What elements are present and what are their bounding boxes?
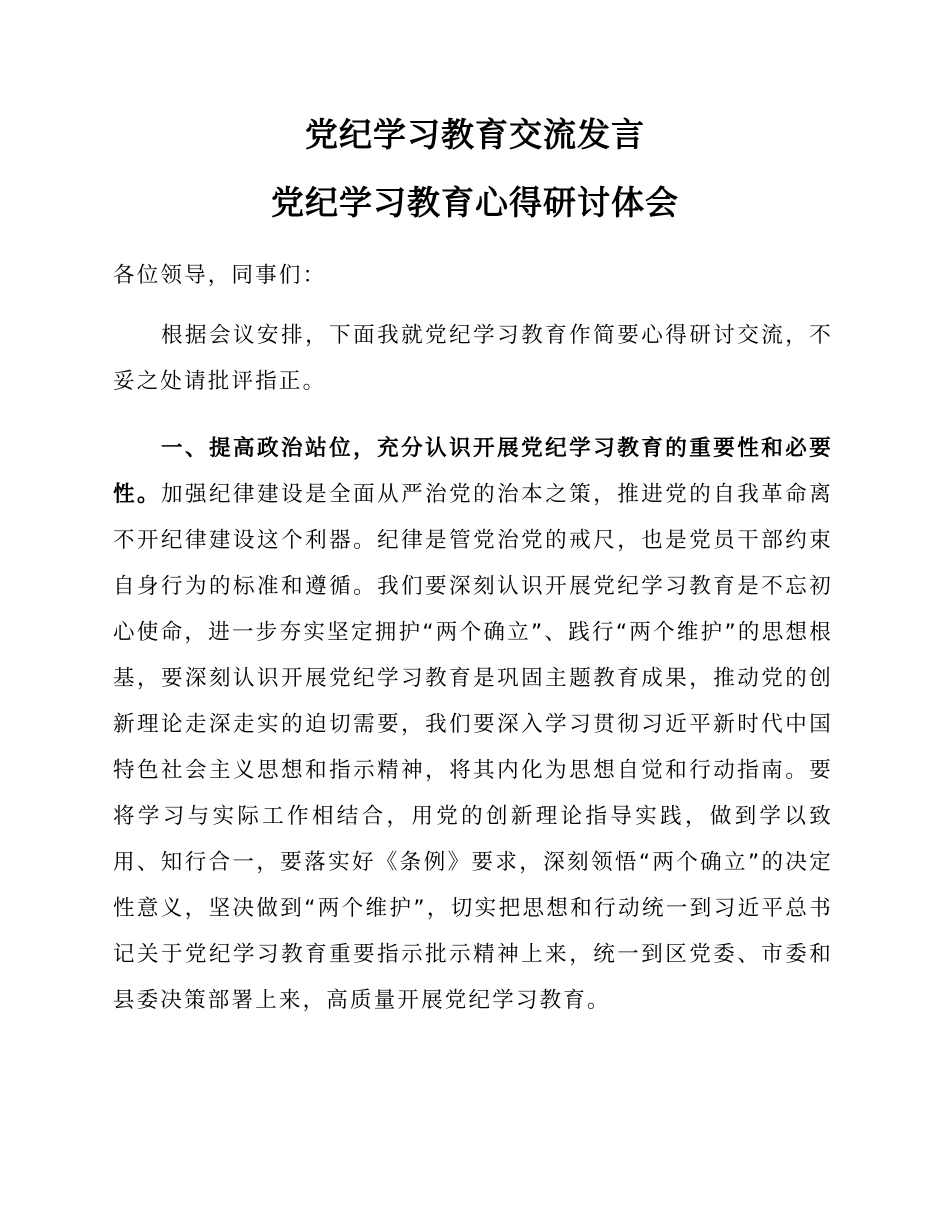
- section-1-heading: 一、提高政治站位，充分认识开展党纪学习教育的重要性和必要性。: [113, 436, 833, 507]
- section-1-body: 加强纪律建设是全面从严治党的治本之策，推进党的自我革命离不开纪律建设这个利器。纪律是管党治党的戒尺，也是党员干部约束自身行为的标准和遵循。我们要深刻认识开展党纪学习教育是不忘初心使命，进一步夯实坚定拥护“两个确立”、践行“两个维护”的思想根基，要深刻认识开展党纪学习教育是巩固主题教育成果，推动党的创新理论走深走实的迫切需要，我们要深入学习贯彻习近平新时代中国特色社会主义思想和指示精神，将其内化为思想自觉和行动指南。要将学习与实际工作相结合，用党的创新理论指导实践，做到学以致用、知行合一，要落实好《条例》要求，深刻领悟“两个确立”的决定性意义，坚决做到“两个维护”，切实把思想和行动统一到习近平总书记关于党纪学习教育重要指示批示精神上来，统一到区党委、市委和县委决策部署上来，高质量开展党纪学习教育。: [113, 482, 833, 1013]
- document-subtitle: 党纪学习教育心得研讨体会: [271, 183, 679, 222]
- salutation: 各位领导，同事们：: [113, 263, 327, 288]
- document-title: 党纪学习教育交流发言: [305, 115, 645, 154]
- intro-paragraph: 根据会议安排，下面我就党纪学习教育作简要心得研讨交流，不妥之处请批评指正。: [113, 323, 833, 394]
- section-1-paragraph: [113, 426, 833, 1024]
